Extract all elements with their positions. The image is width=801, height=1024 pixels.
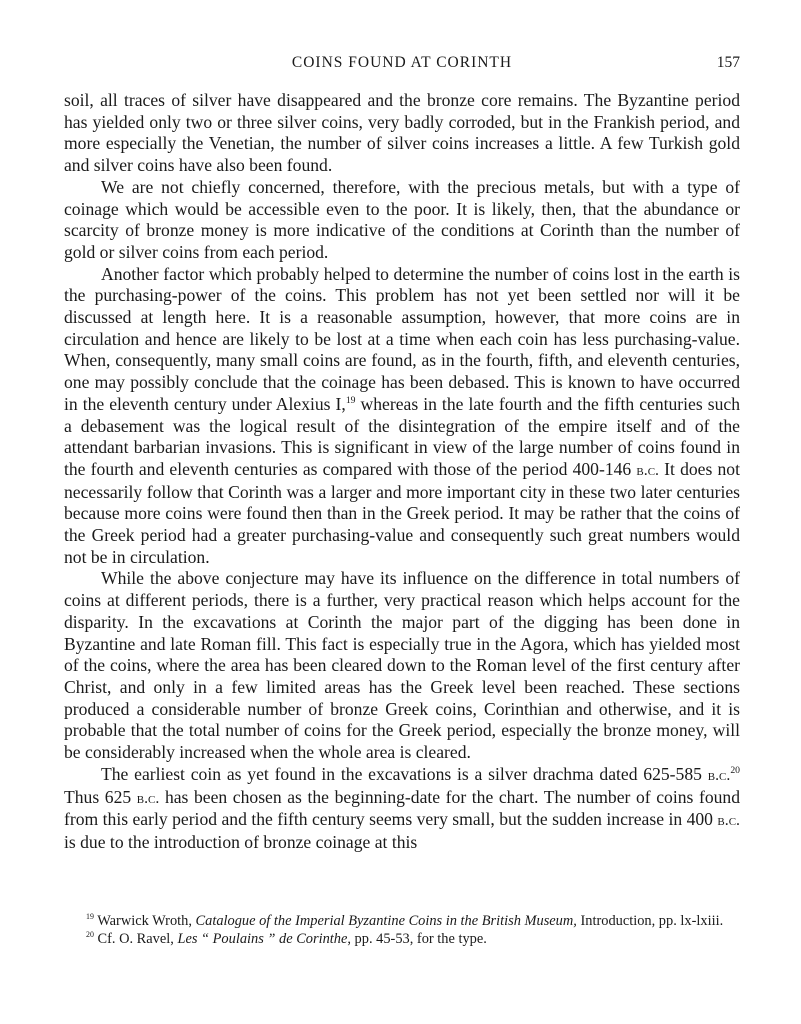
paragraph xyxy=(64,568,740,763)
paragraph-text: The earliest coin as yet found in the excavations is a silver drachma dated 625-585 xyxy=(101,763,708,784)
footnote-ref-19: 19 xyxy=(345,394,356,406)
footnotes xyxy=(64,913,740,948)
footnote-19 xyxy=(64,913,740,931)
page-header xyxy=(64,54,740,76)
paragraph-continued xyxy=(64,90,740,177)
footnote-marker: 19 xyxy=(86,912,94,922)
footnote-title: Les “ Poulains ” de Corinthe xyxy=(177,930,348,947)
paragraph-text: soil, all traces of silver have disappeared and the bronze core remains. The Byzantine period has yielded only two or three silver coins, very badly corroded, but in the Frankish period, and more especially the Venetian, the number of silver coins increases a little. A few Turkish gold and silver coins have also been found. xyxy=(64,90,740,176)
era-abbreviation: b.c. xyxy=(136,789,160,807)
footnote-text: , pp. 45-53, for the type. xyxy=(347,930,487,947)
paragraph xyxy=(64,764,740,854)
paragraph-text: has been chosen as the beginning-date for the chart. The number of coins found from this early period and the fifth century seems very small, but the sudden increase in 400 xyxy=(64,786,741,830)
footnote-text: Introduction, pp. lx-lxiii. xyxy=(576,913,724,929)
paragraph xyxy=(64,264,740,569)
body-text xyxy=(64,90,740,854)
paragraph xyxy=(64,177,740,264)
footnote-20 xyxy=(64,931,740,949)
paragraph-text: whereas in the late fourth and the fifth centuries such a debasement was the logical result of the disintegration of the empire itself and of the attendant barbarian invasions. This is significant in view of the large number of coins found in the fourth and eleventh centuries as compared with those of the period 400-146 xyxy=(64,393,740,479)
paragraph-text: Thus 625 xyxy=(64,786,137,807)
era-abbreviation: b.c. xyxy=(717,812,740,830)
footnote-ref-20: 20 xyxy=(730,764,740,776)
running-title: COINS FOUND AT CORINTH xyxy=(291,54,513,71)
paragraph-text: While the above conjecture may have its influence on the difference in total numbers of coins at different periods, there is a further, very practical reason which helps account for the disparity. In the excavations at Corinth the major part of the digging has been done in Byzantine and late Roman fill. This fact is especially true in the Agora, which has yielded most of the coins, where the area has been cleared down to the Roman level of the first century after Christ, and only in a few limited areas has the Greek level been reached. These sections produced a considerable number of bronze Greek coins, Corinthian and otherwise, and it is probable that the total number of coins for the Greek period, especially the bronze money, will be considerably increased when the whole area is cleared. xyxy=(64,568,740,763)
paragraph-text: It does not necessarily follow that Corinth was a larger and more important city in these two later centuries because more coins were found then than in the Greek period. It may be rather that the coins of the Greek period had a greater purchasing-value and consequently such great numbers would not be in circulation. xyxy=(64,458,740,567)
footnote-title: Catalogue of the Imperial Byzantine Coins in the British Museum, xyxy=(195,913,577,929)
paragraph-text: We are not chiefly concerned, therefore, with the precious metals, but with a type of coinage which would be accessible even to the poor. It is likely, then, that the abundance or scarcity of bronze money is more indicative of the conditions at Corinth than the number of gold or silver coins from each period. xyxy=(64,176,740,262)
paragraph-text: Another factor which probably helped to determine the number of coins lost in the earth is the purchasing-power of the coins. This problem has not yet been settled nor will it be discussed at length here. It is a reasonable assumption, however, that more coins are in circulation and hence are likely to be lost at a time when each coin has less purchasing-value. When, consequently, many small coins are found, as in the fourth, fifth, and eleventh centuries, one may possibly conclude that the coinage has been debased. This is known to have occurred in the eleventh century under Alexius I, xyxy=(64,263,740,414)
era-abbreviation: b.c. xyxy=(707,766,731,784)
footnote-author: Warwick Wroth, xyxy=(93,913,196,929)
footnote-marker: 20 xyxy=(86,929,94,939)
era-abbreviation: b.c. xyxy=(636,461,659,479)
footnote-author: Cf. O. Ravel, xyxy=(93,930,178,947)
paragraph-text: is due to the introduction of bronze coinage at this xyxy=(64,831,418,852)
page-number: 157 xyxy=(716,54,740,71)
